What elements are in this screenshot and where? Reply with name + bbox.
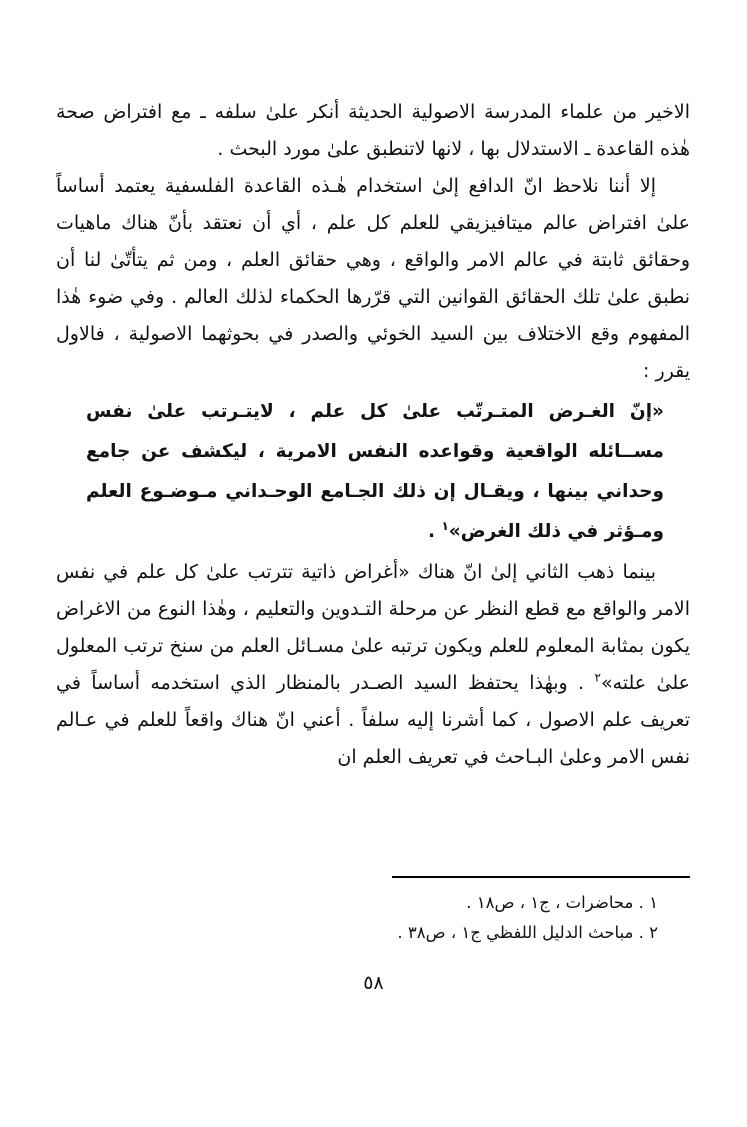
paragraph-text: بينما ذهب الثاني إلىٰ انّ هناك «أغراض ذاتية تترتب علىٰ كل علم في نفس الامر والواقع مع قطع النظر عن مرحلة التـدوين والتعليم ، وهٰذا النوع من الاغراض يكون بمثابة المعلوم للعلم ويكون ترتبه علىٰ مسـائل العلم من سنخ ترتب المعلول علىٰ علته» xyxy=(56,561,690,694)
footnote-marker-1: ١ xyxy=(441,518,449,533)
page-number: ٥٨ xyxy=(363,972,384,994)
paragraph xyxy=(56,554,690,776)
body-text xyxy=(56,94,690,776)
footnote-1: ١ . محاضرات ، ج١ ، ص١٨ . xyxy=(466,893,658,912)
footnotes-section xyxy=(56,876,690,948)
footnote-2: ٢ . مباحث الدليل اللفظي ج١ ، ص٣٨ . xyxy=(397,923,658,942)
block-quote xyxy=(86,392,664,552)
footnote-marker-2: ٢ xyxy=(594,670,601,685)
paragraph-continuation xyxy=(56,94,690,168)
quote-text: «إنّ الغـرض المتـرتّب علىٰ كل علم ، لايتـرتب علىٰ نفس مســائله الواقعية وقواعده النفس الامرية ، ليكشف عن جامع وحداني بينها ، ويقـال إن ذلك الجـامع الوحـداني مـوضـوع العلم ومـؤثر في ذلك الغرض» xyxy=(86,401,664,542)
paragraph-text-end: . وبهٰذا يحتفظ السيد الصـدر بالمنظار الذي استخدمه أساساً في تعريف علم الاصول ، كما أشرنا إليه سلفاً . أعني انّ هناك واقعاً للعلم في عـالم نفس الامر وعلىٰ البـاحث في تعريف العلم ان xyxy=(56,672,690,768)
footnote-separator-rule xyxy=(392,876,690,878)
paragraph-text: إلا أننا نلاحظ انّ الدافع إلىٰ استخدام هٰـذه القاعدة الفلسفية يعتمد أساساً علىٰ افتراض عالم ميتافيزيقي للعلم كل علم ، أي أن نعتقد بأنّ هناك ماهيات وحقائق ثابتة في عالم الامر والواقع ، وهي حقائق العلم ، ومن ثم يتأتّىٰ لنا أن نطبق علىٰ تلك الحقائق القوانين التي قرّرها الحكماء لذلك العالم . وفي ضوء هٰذا المفهوم وقع الاختلاف بين السيد الخوئي والصدر في بحوثهما الاصولية ، فالاول يقرر : xyxy=(56,175,690,382)
paragraph xyxy=(56,168,690,390)
quote-text-end: . xyxy=(427,521,442,542)
paragraph-text: الاخير من علماء المدرسة الاصولية الحديثة أنكر علىٰ سلفه ـ مع افتراض صحة هٰذه القاعدة ـ الاستدلال بها ، لانها لاتنطبق علىٰ مورد البحث . xyxy=(56,101,690,160)
